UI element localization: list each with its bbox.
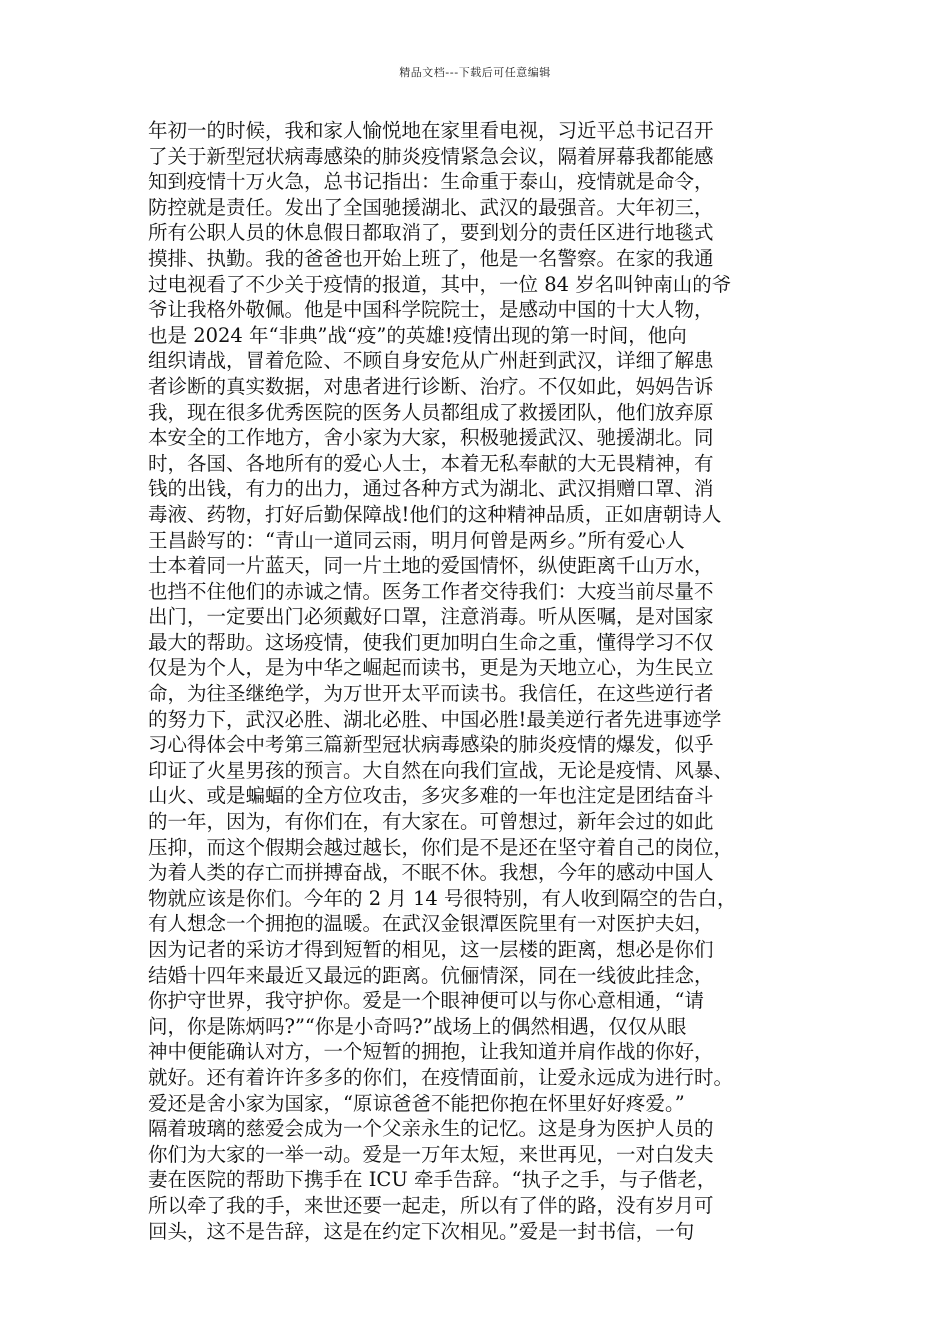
text-line: 爷让我格外敬佩。他是中国科学院院士，是感动中国的十大人物， bbox=[148, 298, 714, 322]
text-line: 妻在医院的帮助下携手在 ICU 牵手告辞。“执子之手，与子偕老， bbox=[148, 1168, 717, 1192]
text-line: 也挡不住他们的赤诚之情。医务工作者交待我们：大疫当前尽量不 bbox=[148, 579, 714, 603]
text-line: 组织请战，冒着危险、不顾自身安危从广州赶到武汉，详细了解患 bbox=[148, 349, 714, 373]
text-line: 你护守世界，我守护你。爱是一个眼神便可以与你心意相通，“请 bbox=[148, 989, 704, 1013]
text-line: 我，现在很多优秀医院的医务人员都组成了救援团队，他们放弃原 bbox=[148, 400, 714, 424]
text-line: 结婚十四年来最近又最远的距离。伉俪情深，同在一线彼此挂念， bbox=[148, 963, 714, 987]
text-line: 仅是为个人，是为中华之崛起而读书，更是为天地立心，为生民立 bbox=[148, 656, 714, 680]
text-line: 也是 2024 年“非典”战“疫”的英雄!疫情出现的第一时间，他向 bbox=[148, 323, 687, 347]
text-line: 了关于新型冠状病毒感染的肺炎疫情紧急会议，隔着屏幕我都能感 bbox=[148, 144, 714, 168]
text-line: 你们为大家的一举一动。爱是一万年太短，来世再见，一对白发夫 bbox=[148, 1142, 714, 1166]
text-line: 所有公职人员的休息假日都取消了，要到划分的责任区进行地毯式 bbox=[148, 221, 714, 245]
text-line: 知到疫情十万火急，总书记指出：生命重于泰山，疫情就是命令， bbox=[148, 170, 714, 194]
text-line: 问，你是陈炳吗?”“你是小奇吗?”战场上的偶然相遇，仅仅从眼 bbox=[148, 1014, 687, 1038]
text-line: 过电视看了不少关于疫情的报道，其中，一位 84 岁名叫钟南山的爷 bbox=[148, 272, 732, 296]
page-header: 精品文档---下载后可任意编辑 bbox=[399, 66, 551, 79]
text-line: 有人想念一个拥抱的温暖。在武汉金银潭医院里有一对医护夫妇， bbox=[148, 912, 714, 936]
text-line: 物就应该是你们。今年的 2 月 14 号很特别，有人收到隔空的告白， bbox=[148, 886, 737, 910]
text-line: 隔着玻璃的慈爱会成为一个父亲永生的记忆。这是身为医护人员的 bbox=[148, 1117, 714, 1141]
text-line: 出门，一定要出门必须戴好口罩，注意消毒。听从医嘱，是对国家 bbox=[148, 605, 714, 629]
text-line: 习心得体会中考第三篇新型冠状病毒感染的肺炎疫情的爆发，似乎 bbox=[148, 733, 714, 757]
text-line: 防控就是责任。发出了全国驰援湖北、武汉的最强音。大年初三， bbox=[148, 195, 714, 219]
text-line: 本安全的工作地方，舍小家为大家，积极驰援武汉、驰援湖北。同 bbox=[148, 426, 714, 450]
text-line: 爱还是舍小家为国家，“原谅爸爸不能把你抱在怀里好好疼爱。” bbox=[148, 1091, 685, 1115]
text-line: 就好。还有着许许多多的你们，在疫情面前，让爱永远成为进行时。 bbox=[148, 1065, 734, 1089]
body-text bbox=[148, 118, 802, 1244]
text-line: 命，为往圣继绝学，为万世开太平而读书。我信任，在这些逆行者 bbox=[148, 682, 714, 706]
text-line: 因为记者的采访才得到短暂的相见，这一层楼的距离，想必是你们 bbox=[148, 938, 714, 961]
text-line: 的努力下，武汉必胜、湖北必胜、中国必胜!最美逆行者先进事迹学 bbox=[148, 707, 722, 731]
text-line: 最大的帮助。这场疫情，使我们更加明白生命之重，懂得学习不仅 bbox=[148, 630, 714, 654]
text-line: 王昌龄写的：“青山一道同云雨，明月何曾是两乡。”所有爱心人 bbox=[148, 528, 685, 552]
text-line: 神中便能确认对方，一个短暂的拥抱，让我知道并肩作战的你好， bbox=[148, 1040, 714, 1064]
text-line: 年初一的时候，我和家人愉悦地在家里看电视，习近平总书记召开 bbox=[148, 119, 714, 142]
text-line: 山火、或是蝙蝠的全方位攻击，多灾多难的一年也注定是团结奋斗 bbox=[148, 784, 714, 808]
text-line: 印证了火星男孩的预言。大自然在向我们宣战，无论是疫情、风暴、 bbox=[148, 758, 734, 782]
text-line: 压抑，而这个假期会越过越长，你们是不是还在坚守着自己的岗位， bbox=[148, 835, 734, 859]
text-line: 为着人类的存亡而拼搏奋战，不眠不休。我想，今年的感动中国人 bbox=[148, 861, 714, 885]
text-line: 钱的出钱，有力的出力，通过各种方式为湖北、武汉捐赠口罩、消 bbox=[148, 477, 714, 501]
text-line: 毒液、药物，打好后勤保障战!他们的这种精神品质，正如唐朝诗人 bbox=[148, 502, 722, 526]
text-line: 摸排、执勤。我的爸爸也开始上班了，他是一名警察。在家的我通 bbox=[148, 246, 714, 270]
text-line: 士本着同一片蓝天，同一片土地的爱国情怀，纵使距离千山万水， bbox=[148, 554, 714, 578]
text-line: 所以牵了我的手，来世还要一起走，所以有了伴的路，没有岁月可 bbox=[148, 1193, 714, 1217]
text-line: 时，各国、各地所有的爱心人士，本着无私奉献的大无畏精神，有 bbox=[148, 451, 714, 475]
text-line: 回头，这不是告辞，这是在约定下次相见。”爱是一封书信，一句 bbox=[148, 1219, 695, 1243]
text-line: 者诊断的真实数据，对患者进行诊断、治疗。不仅如此，妈妈告诉 bbox=[148, 374, 714, 398]
text-line: 的一年，因为，有你们在，有大家在。可曾想过，新年会过的如此 bbox=[148, 810, 714, 834]
